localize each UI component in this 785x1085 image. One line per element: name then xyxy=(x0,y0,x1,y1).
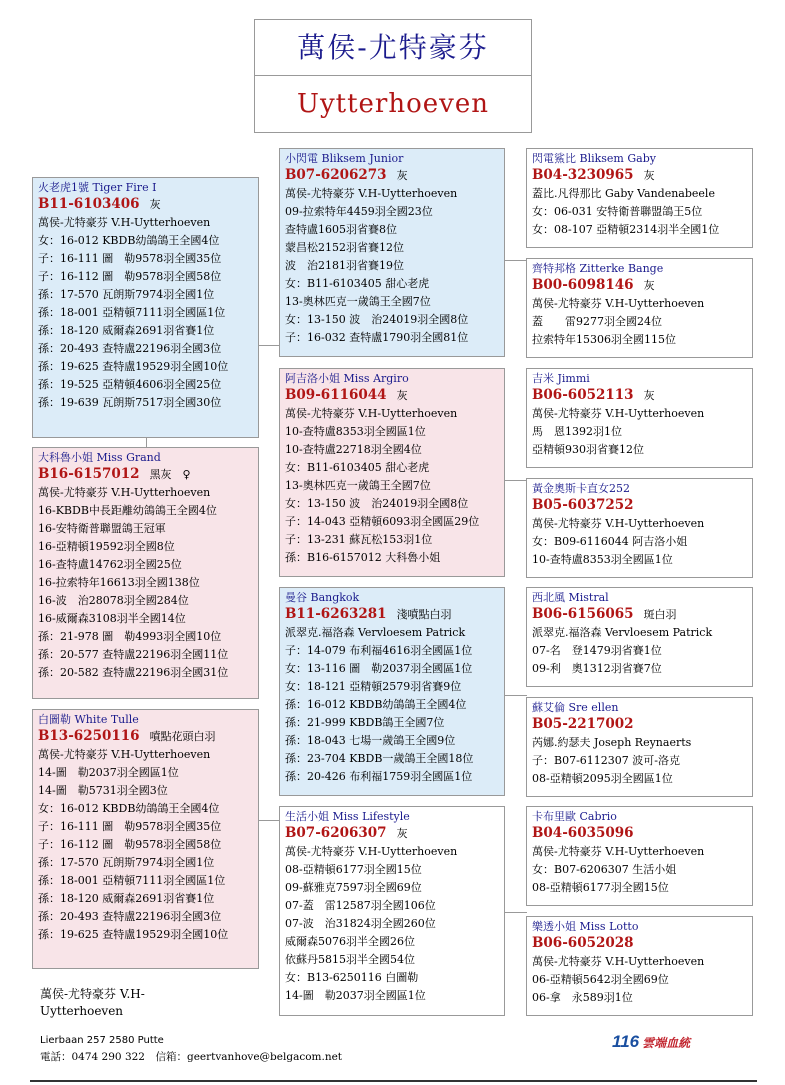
footer-contact: 電話：0474 290 322 信箱：geertvanhove@belgacom.net xyxy=(40,1051,343,1063)
pedigree-line: 子：16-112 圖 勒9578羽全國58位 xyxy=(38,838,222,851)
pedigree-card-gen3 xyxy=(526,806,753,906)
pedigree-line: 女：B09-6116044 阿吉洛小姐 xyxy=(532,535,688,548)
ring-row xyxy=(285,605,500,624)
pigeon-color: 灰 xyxy=(396,827,408,840)
pigeon-name: 西北風 Mistral xyxy=(532,591,609,604)
pedigree-line: 波 治2181羽省賽19位 xyxy=(285,259,404,272)
ring-row xyxy=(532,715,748,734)
pigeon-color: 淺噴點白羽 xyxy=(396,608,452,621)
pedigree-line: 孫：17-570 瓦朗斯7974羽全國1位 xyxy=(38,288,215,301)
pedigree-line: 孫：18-001 亞精頓7111羽全國區1位 xyxy=(38,306,226,319)
pedigree-line: 孫：20-426 布利福1759羽全國區1位 xyxy=(285,770,473,783)
pedigree-card-gen2 xyxy=(279,368,505,577)
pigeon-color: 灰 xyxy=(643,169,655,182)
pedigree-line: 女：13-150 波 治24019羽全國8位 xyxy=(285,497,469,510)
pedigree-line: 萬侯-尤特豪芬 V.H-Uytterhoeven xyxy=(285,407,458,420)
pedigree-line: 亞精頓930羽省賽12位 xyxy=(532,443,644,456)
pigeon-color: 噴點花頭白羽 xyxy=(149,730,216,743)
pedigree-line: 萬侯-尤特豪芬 V.H-Uytterhoeven xyxy=(38,486,211,499)
pedigree-line: 13-奧林匹克一歲鴿王全國7位 xyxy=(285,479,431,492)
connector-line xyxy=(503,260,527,261)
pedigree-card-gen2 xyxy=(279,148,505,357)
pedigree-line: 孫：20-493 查特盧22196羽全國3位 xyxy=(38,342,222,355)
pedigree-line: 孫：20-577 查特盧22196羽全國11位 xyxy=(38,648,229,661)
pigeon-name: 齊特邦格 Zitterke Bange xyxy=(532,262,664,275)
pigeon-name: 樂透小姐 Miss Lotto xyxy=(532,920,639,933)
pedigree-card-gen2 xyxy=(279,806,505,1016)
pedigree-card-gen2 xyxy=(279,587,505,796)
ring-number: B13-6250116 xyxy=(38,728,140,744)
ring-row xyxy=(532,824,748,843)
pedigree-line: 孫：B16-6157012 大科魯小姐 xyxy=(285,551,441,564)
pigeon-name: 大科魯小姐 Miss Grand xyxy=(38,451,161,464)
ring-row xyxy=(285,166,500,185)
ring-number: B05-2217002 xyxy=(532,716,634,732)
pigeon-color: 斑白羽 xyxy=(643,608,677,621)
pedigree-card-gen3 xyxy=(526,368,753,468)
brand-logo xyxy=(612,1032,722,1054)
pedigree-line: 孫：18-001 亞精頓7111羽全國區1位 xyxy=(38,874,226,887)
pedigree-line: 女：13-150 波 治24019羽全國8位 xyxy=(285,313,469,326)
ring-row xyxy=(38,727,254,746)
pigeon-color: 灰 xyxy=(149,198,161,211)
pedigree-line: 威爾森5076羽半全國26位 xyxy=(285,935,415,948)
pedigree-line: 馬 恩1392羽1位 xyxy=(532,425,622,438)
title-box xyxy=(254,19,532,133)
connector-line xyxy=(258,820,281,821)
pedigree-card-dam xyxy=(32,709,259,969)
pedigree-line: 女：B13-6250116 白圖勒 xyxy=(285,971,419,984)
pedigree-line: 子：16-111 圖 勒9578羽全國35位 xyxy=(38,820,222,833)
pedigree-line: 14-圖 勒5731羽全國3位 xyxy=(38,784,168,797)
ring-row xyxy=(532,276,748,295)
pedigree-line: 孫：20-582 查特盧22196羽全國31位 xyxy=(38,666,229,679)
pedigree-line: 萬侯-尤特豪芬 V.H-Uytterhoeven xyxy=(38,216,211,229)
pedigree-line: 10-查特盧22718羽全國4位 xyxy=(285,443,422,456)
pedigree-line: 13-奧林匹克一歲鴿王全國7位 xyxy=(285,295,431,308)
pedigree-line: 蒙昌松2152羽省賽12位 xyxy=(285,241,404,254)
ring-row xyxy=(532,166,748,185)
ring-number: B06-6156065 xyxy=(532,606,634,622)
pigeon-name: 閃電鯊比 Bliksem Gaby xyxy=(532,152,656,165)
ring-number: B06-6052113 xyxy=(532,387,634,403)
pedigree-line: 孫：21-978 圖 勒4993羽全國10位 xyxy=(38,630,222,643)
pedigree-line: 女：13-116 圖 勒2037羽全國區1位 xyxy=(285,662,473,675)
ring-number: B11-6263281 xyxy=(285,606,387,622)
footer-address: Lierbaan 257 2580 Putte xyxy=(40,1035,164,1046)
ring-number: B04-3230965 xyxy=(532,167,634,183)
pedigree-line: 子：16-032 查特盧1790羽全國81位 xyxy=(285,331,469,344)
pedigree-line: 16-拉索特年16613羽全國138位 xyxy=(38,576,200,589)
pedigree-line: 14-圖 勒2037羽全國區1位 xyxy=(285,989,426,1002)
pedigree-card-sire xyxy=(32,177,259,438)
pigeon-color: 灰 xyxy=(396,389,408,402)
ring-number: B07-6206307 xyxy=(285,825,387,841)
ring-number: B11-6103406 xyxy=(38,196,140,212)
connector-line xyxy=(503,480,527,481)
title-chinese: 萬侯-尤特豪芬 xyxy=(255,20,531,76)
pedigree-line: 16-KBDB中長距離幼鴿鴿王全國4位 xyxy=(38,504,217,517)
pedigree-line: 女：18-121 亞精頓2579羽省賽9位 xyxy=(285,680,462,693)
pedigree-line: 萬侯-尤特豪芬 V.H-Uytterhoeven xyxy=(285,845,458,858)
pedigree-line: 萬侯-尤特豪芬 V.H-Uytterhoeven xyxy=(38,748,211,761)
pigeon-name: 阿吉洛小姐 Miss Argiro xyxy=(285,372,409,385)
pedigree-line: 萬侯-尤特豪芬 V.H-Uytterhoeven xyxy=(532,407,705,420)
pedigree-line: 查特盧1605羽省賽8位 xyxy=(285,223,397,236)
connector-line xyxy=(503,912,527,913)
pedigree-line: 09-蘇雅克7597羽全國69位 xyxy=(285,881,422,894)
pigeon-color: 灰 xyxy=(643,389,655,402)
pedigree-line: 16-威爾森3108羽半全國14位 xyxy=(38,612,186,625)
pedigree-line: 16-波 治28078羽全國284位 xyxy=(38,594,189,607)
ring-row xyxy=(532,934,748,953)
pedigree-line: 孫：19-625 查特盧19529羽全國10位 xyxy=(38,928,229,941)
ring-number: B09-6116044 xyxy=(285,387,387,403)
pedigree-line: 06-拿 永589羽1位 xyxy=(532,991,633,1004)
pedigree-line: 蓋 雷9277羽全國24位 xyxy=(532,315,662,328)
title-english: Uytterhoeven xyxy=(297,89,489,119)
pedigree-line: 子：14-043 亞精頓6093羽全國區29位 xyxy=(285,515,480,528)
ring-row xyxy=(532,496,748,515)
pigeon-color: 灰 xyxy=(396,169,408,182)
pigeon-name: 火老虎1號 Tiger Fire I xyxy=(38,181,157,194)
pigeon-name: 吉米 Jimmi xyxy=(532,372,590,385)
bottom-divider xyxy=(30,1080,757,1082)
pedigree-line: 孫：20-493 查特盧22196羽全國3位 xyxy=(38,910,222,923)
pedigree-line: 08-亞精頓6177羽全國15位 xyxy=(285,863,422,876)
pedigree-line: 女：B07-6206307 生活小姐 xyxy=(532,863,677,876)
pedigree-card-gen3 xyxy=(526,697,753,797)
pedigree-line: 蓋比.凡得那比 Gaby Vandenabeele xyxy=(532,187,715,200)
pigeon-name: 白圖勒 White Tulle xyxy=(38,713,139,726)
pedigree-card-gen3 xyxy=(526,478,753,578)
connector-line xyxy=(258,345,281,346)
pigeon-name: 蘇艾倫 Sre ellen xyxy=(532,701,619,714)
pedigree-card-gen3 xyxy=(526,587,753,687)
pigeon-name: 生活小姐 Miss Lifestyle xyxy=(285,810,410,823)
pedigree-line: 孫：19-625 查特盧19529羽全國10位 xyxy=(38,360,229,373)
connector-line xyxy=(146,437,147,447)
ring-row xyxy=(38,465,254,484)
logo-text: 雲端血統 xyxy=(642,1036,691,1050)
pedigree-line: 10-查特盧8353羽全國區1位 xyxy=(285,425,426,438)
ring-number: B06-6052028 xyxy=(532,935,634,951)
pedigree-line: 06-亞精頓5642羽全國69位 xyxy=(532,973,669,986)
pedigree-line: 14-圖 勒2037羽全國區1位 xyxy=(38,766,179,779)
pigeon-color: 黑灰 ♀ xyxy=(149,468,191,481)
pedigree-line: 萬侯-尤特豪芬 V.H-Uytterhoeven xyxy=(532,297,705,310)
pedigree-card-subject xyxy=(32,447,259,699)
ring-row xyxy=(532,386,748,405)
pigeon-name: 小閃電 Bliksem Junior xyxy=(285,152,404,165)
pedigree-line: 派翠克.福洛森 Vervloesem Patrick xyxy=(532,626,713,639)
ring-row xyxy=(285,386,500,405)
pedigree-line: 派翠克.福洛森 Vervloesem Patrick xyxy=(285,626,466,639)
pedigree-line: 萬侯-尤特豪芬 V.H-Uytterhoeven xyxy=(532,955,705,968)
pedigree-line: 09-拉索特年4459羽全國23位 xyxy=(285,205,433,218)
pedigree-card-gen3 xyxy=(526,148,753,248)
pedigree-card-gen3 xyxy=(526,258,753,358)
pedigree-line: 依蘇丹5815羽半全國54位 xyxy=(285,953,415,966)
pigeon-name: 曼谷 Bangkok xyxy=(285,591,360,604)
pigeon-name: 黃金奧斯卡直女252 xyxy=(532,482,630,495)
pedigree-line: 萬侯-尤特豪芬 V.H-Uytterhoeven xyxy=(532,845,705,858)
pedigree-line: 16-亞精頓19592羽全國8位 xyxy=(38,540,175,553)
pedigree-line: 女：B11-6103405 甜心老虎 xyxy=(285,461,430,474)
pedigree-line: 07-蓋 雷12587羽全國106位 xyxy=(285,899,436,912)
ring-row xyxy=(285,824,500,843)
ring-number: B16-6157012 xyxy=(38,466,140,482)
ring-row xyxy=(38,195,254,214)
pedigree-line: 08-亞精頓6177羽全國15位 xyxy=(532,881,669,894)
pedigree-line: 07-名 登1479羽省賽1位 xyxy=(532,644,662,657)
pedigree-line: 女：06-031 安特衛普聯盟鴿王5位 xyxy=(532,205,703,218)
logo-number: 116 xyxy=(612,1032,640,1051)
pedigree-line: 孫：21-999 KBDB鴿王全國7位 xyxy=(285,716,445,729)
pedigree-line: 07-波 治31824羽全國260位 xyxy=(285,917,436,930)
ring-row xyxy=(532,605,748,624)
pedigree-line: 08-亞精頓2095羽全國區1位 xyxy=(532,772,673,785)
pedigree-line: 子：B07-6112307 波可-洛克 xyxy=(532,754,681,767)
pedigree-line: 子：16-111 圖 勒9578羽全國35位 xyxy=(38,252,222,265)
pedigree-line: 孫：18-043 七場一歲鴿王全國9位 xyxy=(285,734,456,747)
pedigree-line: 拉索特年15306羽全國115位 xyxy=(532,333,676,346)
pedigree-line: 09-利 奧1312羽省賽7位 xyxy=(532,662,662,675)
pedigree-line: 孫：16-012 KBDB幼鴿鴿王全國4位 xyxy=(285,698,467,711)
pedigree-line: 萬侯-尤特豪芬 V.H-Uytterhoeven xyxy=(285,187,458,200)
pedigree-line: 女：16-012 KBDB幼鴿鴿王全國4位 xyxy=(38,234,220,247)
pedigree-line: 16-安特衛普聯盟鴿王冠軍 xyxy=(38,522,166,535)
pedigree-card-gen3 xyxy=(526,916,753,1016)
footer-breeder-name: 萬侯-尤特豪芬 V.H-Uytterhoeven xyxy=(40,987,145,1018)
pedigree-line: 孫：19-639 瓦朗斯7517羽全國30位 xyxy=(38,396,222,409)
pedigree-line: 孫：19-525 亞精頓4606羽全國25位 xyxy=(38,378,222,391)
pedigree-line: 孫：18-120 威爾森2691羽省賽1位 xyxy=(38,324,215,337)
ring-number: B04-6035096 xyxy=(532,825,634,841)
pedigree-line: 10-查特盧8353羽全國區1位 xyxy=(532,553,673,566)
pedigree-line: 子：16-112 圖 勒9578羽全國58位 xyxy=(38,270,222,283)
pedigree-line: 萬侯-尤特豪芬 V.H-Uytterhoeven xyxy=(532,517,705,530)
connector-line xyxy=(503,695,527,696)
pedigree-line: 16-查特盧14762羽全國25位 xyxy=(38,558,182,571)
ring-number: B00-6098146 xyxy=(532,277,634,293)
pigeon-name: 卡布里歐 Cabrio xyxy=(532,810,617,823)
pedigree-line: 女：B11-6103405 甜心老虎 xyxy=(285,277,430,290)
ring-number: B07-6206273 xyxy=(285,167,387,183)
pedigree-line: 子：13-231 蘇瓦松153羽1位 xyxy=(285,533,433,546)
pedigree-line: 孫：17-570 瓦朗斯7974羽全國1位 xyxy=(38,856,215,869)
pedigree-line: 女：08-107 亞精頓2314羽半全國1位 xyxy=(532,223,720,236)
pedigree-line: 芮娜.約瑟夫 Joseph Reynaerts xyxy=(532,736,692,749)
pigeon-color: 灰 xyxy=(643,279,655,292)
pedigree-line: 孫：23-704 KBDB一歲鴿王全國18位 xyxy=(285,752,474,765)
pedigree-line: 女：16-012 KBDB幼鴿鴿王全國4位 xyxy=(38,802,220,815)
pedigree-line: 孫：18-120 威爾森2691羽省賽1位 xyxy=(38,892,215,905)
ring-number: B05-6037252 xyxy=(532,497,634,513)
pedigree-line: 子：14-079 布利福4616羽全國區1位 xyxy=(285,644,473,657)
